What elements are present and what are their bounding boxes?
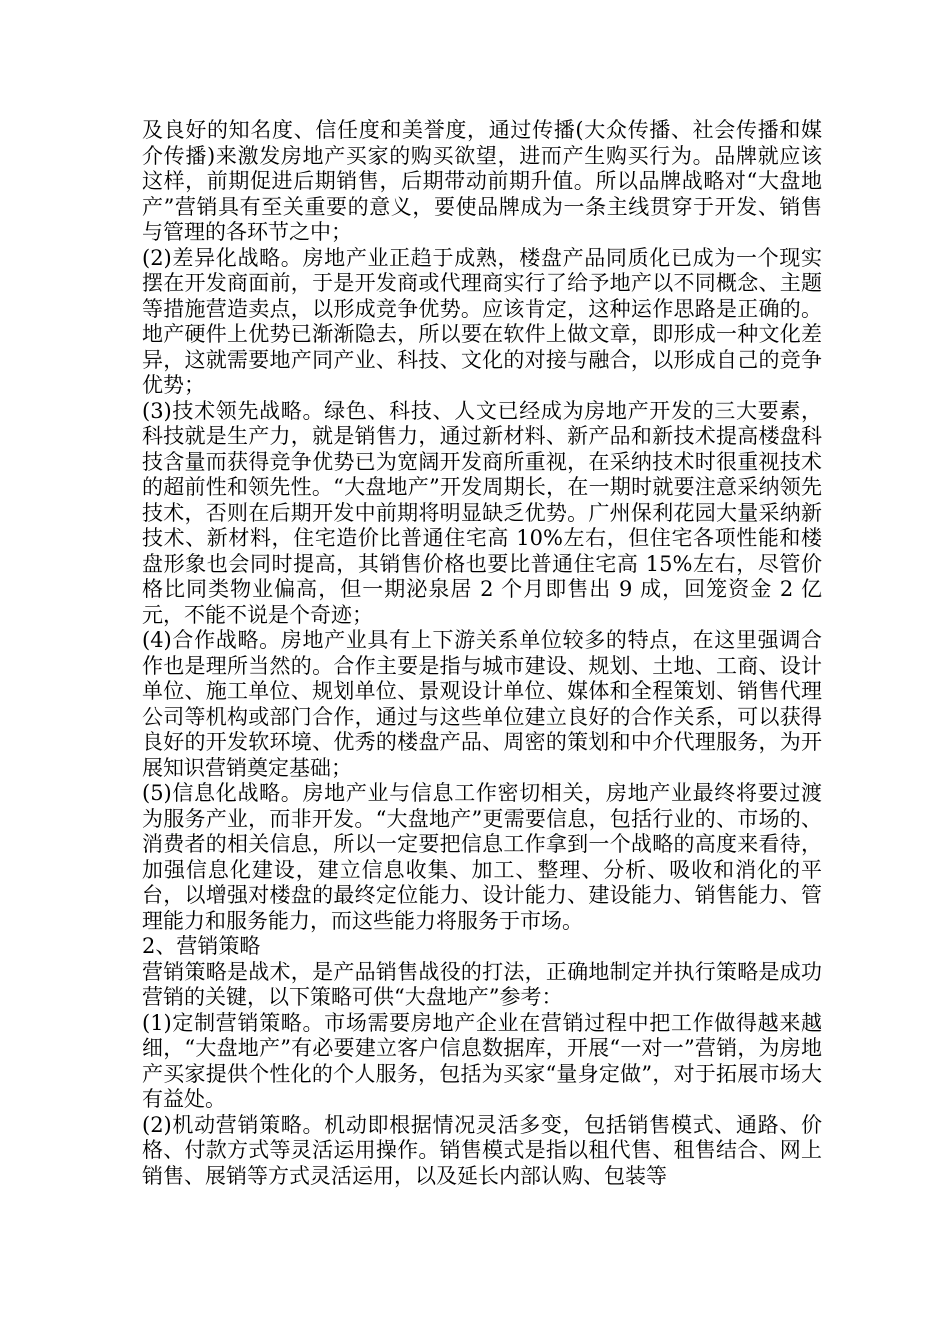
document-body xyxy=(142,118,822,1189)
paragraph-differentiation-strategy: (2)差异化战略。房地产业正趋于成熟，楼盘产品同质化已成为一个现实摆在开发商面前，于是开发商或代理商实行了给予地产以不同概念、主题等措施营造卖点，以形成竞争优势。应该肯定，这种运作思路是正确的。地产硬件上优势已渐渐隐去，所以要在软件上做文章，即形成一种文化差异，这就需要地产同产业、科技、文化的对接与融合，以形成自己的竞争优势； xyxy=(142,245,822,397)
paragraph-custom-marketing: (1)定制营销策略。市场需要房地产企业在营销过程中把工作做得越来越细，“大盘地产”有必要建立客户信息数据库，开展“一对一”营销，为房地产买家提供个性化的个人服务，包括为买家“量身定做”，对于拓展市场大有益处。 xyxy=(142,1010,822,1111)
paragraph-marketing-tactics-intro: 营销策略是战术，是产品销售战役的打法，正确地制定并执行策略是成功营销的关键，以下策略可供“大盘地产”参考： xyxy=(142,959,822,1009)
paragraph-cooperation-strategy: (4)合作战略。房地产业具有上下游关系单位较多的特点，在这里强调合作也是理所当然的。合作主要是指与城市建设、规划、土地、工商、设计单位、施工单位、规划单位、景观设计单位、媒体和全程策划、销售代理公司等机构或部门合作，通过与这些单位建立良好的合作关系，可以获得良好的开发软环境、优秀的楼盘产品、周密的策划和中介代理服务，为开展知识营销奠定基础； xyxy=(142,628,822,780)
paragraph-technology-strategy: (3)技术领先战略。绿色、科技、人文已经成为房地产开发的三大要素，科技就是生产力，就是销售力，通过新材料、新产品和新技术提高楼盘科技含量而获得竞争优势已为宽阔开发商所重视，在采纳技术时很重视技术的超前性和领先性。“大盘地产”开发周期长，在一期时就要注意采纳领先技术，否则在后期开发中前期将明显缺乏优势。广州保利花园大量采纳新技术、新材料，住宅造价比普通住宅高 10%左右，但住宅各项性能和楼盘形象也会同时提高，其销售价格也要比普通住宅高 15%左右，尽管价格比同类物业偏高，但一期泌泉居 2 个月即售出 9 成，回笼资金 2 亿元，不能不说是个奇迹； xyxy=(142,398,822,627)
paragraph-brand-strategy-continued: 及良好的知名度、信任度和美誉度，通过传播(大众传播、社会传播和媒介传播)来激发房地产买家的购买欲望，进而产生购买行为。品牌就应该这样，前期促进后期销售，后期带动前期升值。所以品牌战略对“大盘地产”营销具有至关重要的意义，要使品牌成为一条主线贯穿于开发、销售与管理的各环节之中； xyxy=(142,118,822,244)
paragraph-information-strategy: (5)信息化战略。房地产业与信息工作密切相关，房地产业最终将要过渡为服务产业，而非开发。“大盘地产”更需要信息，包括行业的、市场的、消费者的相关信息，所以一定要把信息工作拿到一个战略的高度来看待，加强信息化建设，建立信息收集、加工、整理、分析、吸收和消化的平台，以增强对楼盘的最终定位能力、设计能力、建设能力、销售能力、管理能力和服务能力，而这些能力将服务于市场。 xyxy=(142,781,822,933)
paragraph-flexible-marketing: (2)机动营销策略。机动即根据情况灵活多变，包括销售模式、通路、价格、付款方式等灵活运用操作。销售模式是指以租代售、租售结合、网上销售、展销等方式灵活运用，以及延长内部认购、包装等 xyxy=(142,1112,822,1188)
section-heading-marketing-tactics: 2、营销策略 xyxy=(142,934,261,958)
